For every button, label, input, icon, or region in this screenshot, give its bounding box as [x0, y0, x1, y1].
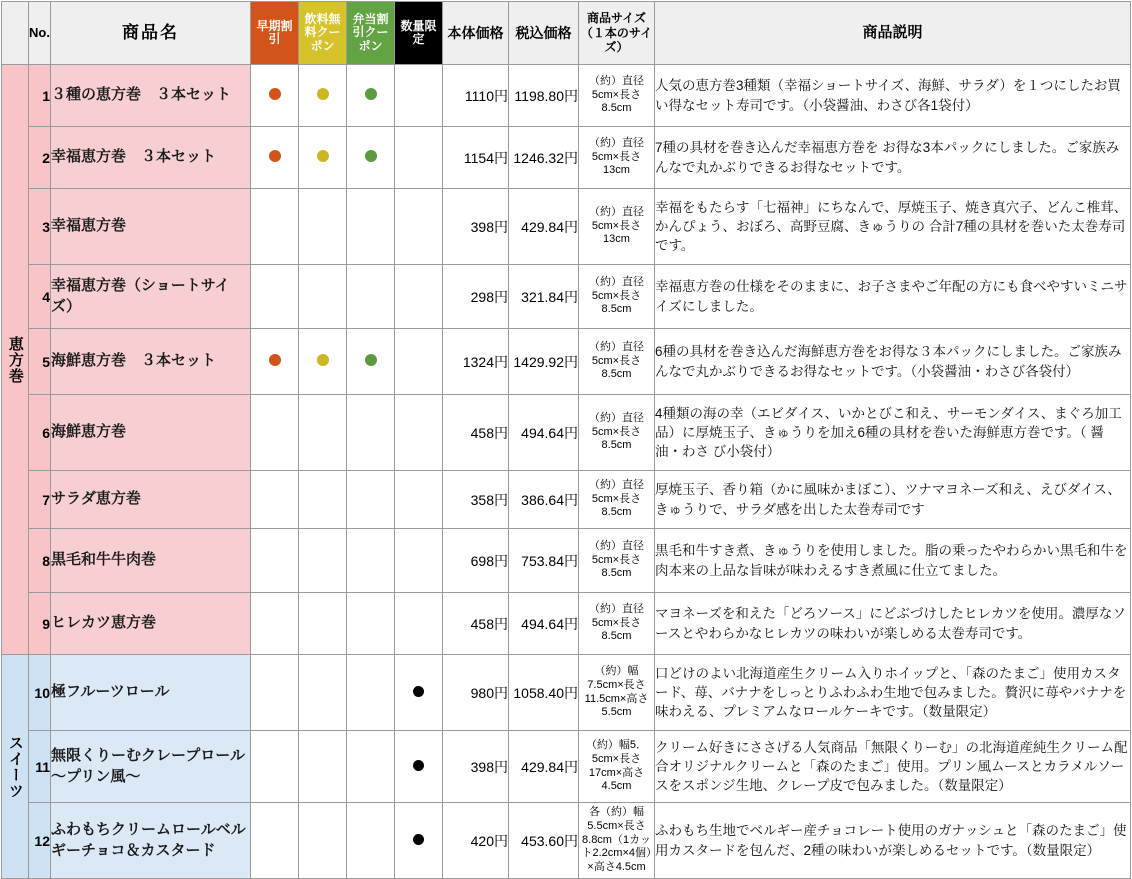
limited-cell — [395, 265, 443, 329]
header-limited: 数量限定 — [395, 2, 443, 65]
row-number: 3 — [29, 189, 51, 265]
limited-cell — [395, 189, 443, 265]
tax-price: 429.84円 — [509, 731, 579, 803]
coupon-early-cell-dot-icon — [269, 354, 281, 366]
tax-price: 1246.32円 — [509, 127, 579, 189]
product-name: 幸福恵方巻 ３本セット — [51, 127, 251, 189]
category-label-sweets — [2, 655, 29, 879]
coupon-drink-cell-dot-icon — [317, 354, 329, 366]
header-price: 本体価格 — [443, 2, 509, 65]
category-text: スイーツ — [6, 734, 24, 799]
coupon-early-cell — [251, 529, 299, 593]
product-size: 各（約）幅5.5cm×長さ8.8cm（1カット2.2cm×4個）×高さ4.5cm — [579, 803, 655, 879]
header-category — [2, 2, 29, 65]
table-row — [2, 529, 1131, 593]
product-name: ヒレカツ恵方巻 — [51, 593, 251, 655]
header-description: 商品説明 — [655, 2, 1131, 65]
category-text: 恵方巻 — [6, 335, 24, 384]
price: 1324円 — [443, 329, 509, 395]
coupon-drink-cell-dot-icon — [317, 88, 329, 100]
product-description: 厚焼玉子、香り箱（かに風味かまぼこ）、ツナマヨネーズ和え、えびダイス、きゅうりで、サラダ感を出した太巻寿司です — [655, 471, 1131, 529]
price: 398円 — [443, 731, 509, 803]
table-row — [2, 731, 1131, 803]
row-number: 1 — [29, 65, 51, 127]
product-name: サラダ恵方巻 — [51, 471, 251, 529]
coupon-drink-cell — [299, 395, 347, 471]
table-row — [2, 803, 1131, 879]
coupon-bento-cell — [347, 593, 395, 655]
price: 1154円 — [443, 127, 509, 189]
header-size: 商品サイズ（１本のサイズ） — [579, 2, 655, 65]
table-row — [2, 65, 1131, 127]
row-number: 4 — [29, 265, 51, 329]
limited-cell-dot-icon — [413, 834, 424, 845]
product-name: ３種の恵方巻 ３本セット — [51, 65, 251, 127]
row-number: 7 — [29, 471, 51, 529]
row-number: 11 — [29, 731, 51, 803]
product-size: （約）直径5cm×長さ8.5cm — [579, 329, 655, 395]
price: 458円 — [443, 593, 509, 655]
product-name: ふわもちクリームロールベルギーチョコ＆カスタード — [51, 803, 251, 879]
limited-cell — [395, 529, 443, 593]
price: 698円 — [443, 529, 509, 593]
limited-cell — [395, 329, 443, 395]
tax-price: 1198.80円 — [509, 65, 579, 127]
coupon-early-cell-dot-icon — [269, 88, 281, 100]
coupon-drink-cell — [299, 655, 347, 731]
header-coupon-bento: 弁当割引クーポン — [347, 2, 395, 65]
coupon-drink-cell — [299, 471, 347, 529]
coupon-drink-cell — [299, 593, 347, 655]
header-no: No. — [29, 2, 51, 65]
tax-price: 429.84円 — [509, 189, 579, 265]
price: 1110円 — [443, 65, 509, 127]
product-description: 6種の具材を巻き込んだ海鮮恵方巻をお得な３本パックにしました。ご家族みんなで丸かぶりできるお得なセットです。（小袋醤油・わさび各袋付） — [655, 329, 1131, 395]
product-size: （約）直径5cm×長さ8.5cm — [579, 529, 655, 593]
header-tax-price: 税込価格 — [509, 2, 579, 65]
table-row — [2, 189, 1131, 265]
coupon-early-cell — [251, 731, 299, 803]
coupon-early-cell — [251, 655, 299, 731]
row-number: 10 — [29, 655, 51, 731]
coupon-early-cell — [251, 265, 299, 329]
coupon-bento-cell — [347, 395, 395, 471]
limited-cell — [395, 593, 443, 655]
tax-price: 494.64円 — [509, 395, 579, 471]
table-row — [2, 593, 1131, 655]
header-coupon-early: 早期割引 — [251, 2, 299, 65]
product-description: 口どけのよい北海道産生クリーム入りホイップと、「森のたまご」使用カスタード、苺、バナナをしっとりふわふわ生地で包みました。贅沢に苺やバナナを味わえる、プレミアムなロールケーキです。（数量限定） — [655, 655, 1131, 731]
coupon-early-cell — [251, 395, 299, 471]
coupon-bento-cell — [347, 655, 395, 731]
tax-price: 1429.92円 — [509, 329, 579, 395]
limited-cell — [395, 65, 443, 127]
coupon-bento-cell — [347, 329, 395, 395]
product-size: （約）直径5cm×長さ8.5cm — [579, 265, 655, 329]
table-row — [2, 329, 1131, 395]
row-number: 6 — [29, 395, 51, 471]
coupon-early-cell — [251, 593, 299, 655]
tax-price: 1058.40円 — [509, 655, 579, 731]
table-row — [2, 127, 1131, 189]
product-description: 黒毛和牛すき煮、きゅうりを使用しました。脂の乗ったやわらかい黒毛和牛を肉本来の上品な旨味が味わえるすき煮風に仕立てました。 — [655, 529, 1131, 593]
coupon-early-cell-dot-icon — [269, 150, 281, 162]
limited-cell-dot-icon — [413, 760, 424, 771]
limited-cell — [395, 471, 443, 529]
price: 420円 — [443, 803, 509, 879]
coupon-bento-cell-dot-icon — [365, 354, 377, 366]
product-description: 7種の具材を巻き込んだ幸福恵方巻を お得な3本パックにしました。ご家族みんなで丸かぶりできるお得なセットです。 — [655, 127, 1131, 189]
table-row — [2, 655, 1131, 731]
table-row — [2, 395, 1131, 471]
product-description: ふわもち生地でベルギー産チョコレート使用のガナッシュと「森のたまご」使用カスタードを包んだ、2種の味わいが楽しめるセットです。（数量限定） — [655, 803, 1131, 879]
price: 980円 — [443, 655, 509, 731]
product-size: （約）直径5cm×長さ13cm — [579, 127, 655, 189]
table-row — [2, 471, 1131, 529]
price: 398円 — [443, 189, 509, 265]
coupon-bento-cell — [347, 127, 395, 189]
tax-price: 494.64円 — [509, 593, 579, 655]
product-size: （約）幅5．5cm×長さ17cm×高さ4.5cm — [579, 731, 655, 803]
coupon-early-cell — [251, 329, 299, 395]
limited-cell — [395, 655, 443, 731]
coupon-bento-cell — [347, 189, 395, 265]
coupon-drink-cell — [299, 329, 347, 395]
coupon-early-cell — [251, 471, 299, 529]
coupon-drink-cell — [299, 731, 347, 803]
coupon-drink-cell — [299, 189, 347, 265]
product-name: 無限くりーむクレープロール～プリン風～ — [51, 731, 251, 803]
coupon-bento-cell — [347, 529, 395, 593]
product-name: 海鮮恵方巻 ３本セット — [51, 329, 251, 395]
coupon-bento-cell — [347, 731, 395, 803]
product-name: 極フルーツロール — [51, 655, 251, 731]
product-name: 海鮮恵方巻 — [51, 395, 251, 471]
price: 358円 — [443, 471, 509, 529]
coupon-early-cell — [251, 65, 299, 127]
product-name: 幸福恵方巻（ショートサイズ） — [51, 265, 251, 329]
product-size: （約）直径5cm×長さ8.5cm — [579, 395, 655, 471]
product-size: （約）直径5cm×長さ8.5cm — [579, 471, 655, 529]
coupon-bento-cell — [347, 471, 395, 529]
row-number: 9 — [29, 593, 51, 655]
coupon-bento-cell-dot-icon — [365, 88, 377, 100]
price: 458円 — [443, 395, 509, 471]
coupon-drink-cell — [299, 529, 347, 593]
product-size: （約）直径5cm×長さ8.5cm — [579, 593, 655, 655]
product-size: （約）幅7.5cm×長さ11.5cm×高さ5.5cm — [579, 655, 655, 731]
coupon-bento-cell — [347, 265, 395, 329]
limited-cell — [395, 127, 443, 189]
product-description: 4種類の海の幸（エビダイス、いかとびこ和え、サーモンダイス、まぐろ加工品）に厚焼玉子、きゅうりを加え6種の具材を巻いた海鮮恵方巻です。（ 醤油・わさ び小袋付） — [655, 395, 1131, 471]
table-body — [2, 65, 1131, 879]
row-number: 12 — [29, 803, 51, 879]
product-description: マヨネーズを和えた「どろソース」にどぶづけしたヒレカツを使用。濃厚なソースとやわらかなヒレカツの味わいが楽しめる太巻寿司です。 — [655, 593, 1131, 655]
table-row — [2, 265, 1131, 329]
coupon-drink-cell — [299, 803, 347, 879]
limited-cell — [395, 395, 443, 471]
limited-cell — [395, 731, 443, 803]
coupon-drink-cell-dot-icon — [317, 150, 329, 162]
product-name: 幸福恵方巻 — [51, 189, 251, 265]
coupon-drink-cell — [299, 65, 347, 127]
coupon-drink-cell — [299, 127, 347, 189]
tax-price: 321.84円 — [509, 265, 579, 329]
product-size: （約）直径5cm×長さ8.5cm — [579, 65, 655, 127]
limited-cell-dot-icon — [413, 686, 424, 697]
product-description: 幸福をもたらす「七福神」にちなんで、厚焼玉子、焼き真穴子、どんこ椎茸、かんぴょう、おぼろ、高野豆腐、きゅうりの 合計7種の具材を巻いた太巻寿司です。 — [655, 189, 1131, 265]
coupon-bento-cell — [347, 65, 395, 127]
row-number: 2 — [29, 127, 51, 189]
limited-cell — [395, 803, 443, 879]
header-coupon-drink: 飲料無料クーポン — [299, 2, 347, 65]
coupon-drink-cell — [299, 265, 347, 329]
product-size: （約）直径5cm×長さ13cm — [579, 189, 655, 265]
product-name: 黒毛和牛牛肉巻 — [51, 529, 251, 593]
coupon-early-cell — [251, 189, 299, 265]
product-table — [1, 1, 1131, 879]
tax-price: 753.84円 — [509, 529, 579, 593]
product-description: クリーム好きにささげる人気商品「無限くりーむ」の北海道産純生クリーム配合オリジナルクリームと「森のたまご」使用。プリン風ムースとカラメルソースをスポンジ生地、クレープ皮で包みました。（数量限定） — [655, 731, 1131, 803]
product-description: 人気の恵方巻3種類（幸福ショートサイズ、海鮮、サラダ）を１つにしたお買い得なセット寿司です。（小袋醤油、わさび各1袋付） — [655, 65, 1131, 127]
tax-price: 386.64円 — [509, 471, 579, 529]
table-header-row — [2, 2, 1131, 65]
coupon-early-cell — [251, 127, 299, 189]
coupon-bento-cell — [347, 803, 395, 879]
price: 298円 — [443, 265, 509, 329]
category-label-ehou — [2, 65, 29, 655]
header-product-name: 商品名 — [51, 2, 251, 65]
row-number: 8 — [29, 529, 51, 593]
coupon-bento-cell-dot-icon — [365, 150, 377, 162]
coupon-early-cell — [251, 803, 299, 879]
product-description: 幸福恵方巻の仕様をそのままに、お子さまやご年配の方にも食べやすいミニサイズにしました。 — [655, 265, 1131, 329]
tax-price: 453.60円 — [509, 803, 579, 879]
row-number: 5 — [29, 329, 51, 395]
